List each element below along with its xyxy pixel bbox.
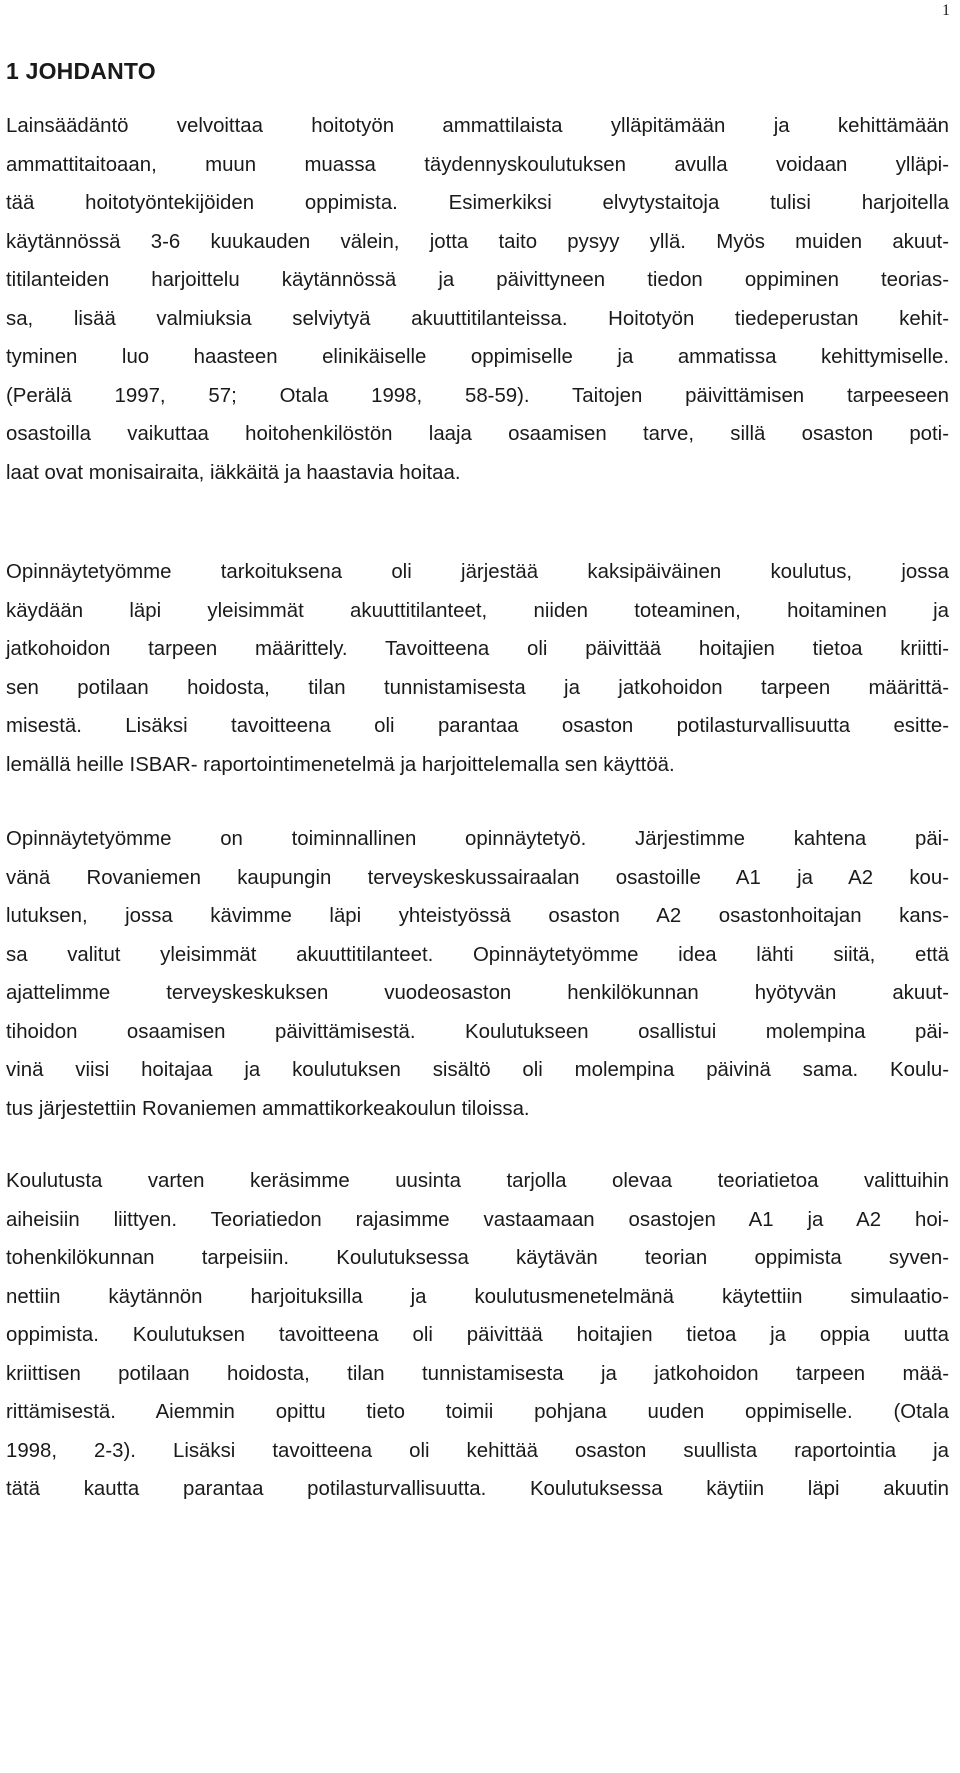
text-line: aiheisiin liittyen. Teoriatiedon rajasimme vastaamaan osastojen A1 ja A2 hoi- bbox=[6, 1208, 949, 1231]
text-line: laat ovat monisairaita, iäkkäitä ja haastavia hoitaa. bbox=[6, 461, 461, 484]
text-line: tus järjestettiin Rovaniemen ammattikorkeakoulun tiloissa. bbox=[6, 1097, 530, 1120]
page-number: 1 bbox=[942, 2, 950, 19]
text-line: jatkohoidon tarpeen määrittely. Tavoitteena oli päivittää hoitajien tietoa kriitti- bbox=[6, 638, 949, 660]
text-line: (Perälä 1997, 57; Otala 1998, 58-59). Taitojen päivittämisen tarpeeseen bbox=[6, 384, 949, 407]
text-line: lutuksen, jossa kävimme läpi yhteistyössä osaston A2 osastonhoitajan kans- bbox=[6, 905, 949, 927]
text-line: vinä viisi hoitajaa ja koulutuksen sisältö oli molempina päivinä sama. Koulu- bbox=[6, 1059, 949, 1081]
text-line: Lainsäädäntö velvoittaa hoitotyön ammattilaista ylläpitämään ja kehittämään bbox=[6, 115, 949, 137]
paragraph-4 bbox=[6, 1162, 949, 1509]
paragraph-3 bbox=[6, 820, 949, 1128]
text-line: sen potilaan hoidosta, tilan tunnistamisesta ja jatkohoidon tarpeen määrittä- bbox=[6, 676, 949, 699]
text-line: rittämisestä. Aiemmin opittu tieto toimii pohjana uuden oppimiselle. (Otala bbox=[6, 1401, 949, 1423]
chapter-heading: 1 JOHDANTO bbox=[6, 58, 156, 84]
text-line: kriittisen potilaan hoidosta, tilan tunnistamisesta ja jatkohoidon tarpeen mää- bbox=[6, 1362, 949, 1385]
text-line: sa valitut yleisimmät akuuttitilanteet. Opinnäytetyömme idea lähti siitä, että bbox=[6, 943, 949, 966]
text-line: misestä. Lisäksi tavoitteena oli parantaa osaston potilasturvallisuutta esitte- bbox=[6, 715, 949, 737]
text-line: tohenkilökunnan tarpeisiin. Koulutuksessa käytävän teorian oppimista syven- bbox=[6, 1247, 949, 1269]
text-line: nettiin käytännön harjoituksilla ja koulutusmenetelmänä käytettiin simulaatio- bbox=[6, 1285, 949, 1308]
paragraph-1 bbox=[6, 107, 949, 492]
text-line: vänä Rovaniemen kaupungin terveyskeskussairaalan osastoille A1 ja A2 kou- bbox=[6, 866, 949, 889]
text-line: ajattelimme terveyskeskuksen vuodeosaston henkilökunnan hyötyvän akuut- bbox=[6, 982, 949, 1004]
text-line: Opinnäytetyömme on toiminnallinen opinnäytetyö. Järjestimme kahtena päi- bbox=[6, 828, 949, 850]
text-line: sa, lisää valmiuksia selviytyä akuuttitilanteissa. Hoitotyön tiedeperustan kehit- bbox=[6, 307, 949, 330]
text-line: oppimista. Koulutuksen tavoitteena oli päivittää hoitajien tietoa ja oppia uutta bbox=[6, 1324, 949, 1346]
text-line: tyminen luo haasteen elinikäiselle oppimiselle ja ammatissa kehittymiselle. bbox=[6, 346, 949, 368]
text-line: ammattitaitoaan, muun muassa täydennyskoulutuksen avulla voidaan ylläpi- bbox=[6, 153, 949, 176]
text-line: osastoilla vaikuttaa hoitohenkilöstön laaja osaamisen tarve, sillä osaston poti- bbox=[6, 423, 949, 445]
text-line: Opinnäytetyömme tarkoituksena oli järjestää kaksipäiväinen koulutus, jossa bbox=[6, 561, 949, 583]
text-line: lemällä heille ISBAR- raportointimenetelmä ja harjoittelemalla sen käyttöä. bbox=[6, 753, 675, 776]
text-line: käydään läpi yleisimmät akuuttitilanteet, niiden toteaminen, hoitaminen ja bbox=[6, 599, 949, 622]
text-line: titilanteiden harjoittelu käytännössä ja päivittyneen tiedon oppiminen teorias- bbox=[6, 269, 949, 291]
text-line: tää hoitotyöntekijöiden oppimista. Esimerkiksi elvytystaitoja tulisi harjoitella bbox=[6, 192, 949, 214]
text-line: 1998, 2-3). Lisäksi tavoitteena oli kehittää osaston suullista raportointia ja bbox=[6, 1439, 949, 1462]
paragraph-2 bbox=[6, 553, 949, 784]
text-line: käytännössä 3-6 kuukauden välein, jotta taito pysyy yllä. Myös muiden akuut- bbox=[6, 230, 949, 253]
text-line: tätä kautta parantaa potilasturvallisuutta. Koulutuksessa käytiin läpi akuutin bbox=[6, 1478, 949, 1500]
text-line: Koulutusta varten keräsimme uusinta tarjolla olevaa teoriatietoa valittuihin bbox=[6, 1170, 949, 1192]
text-line: tihoidon osaamisen päivittämisestä. Koulutukseen osallistui molempina päi- bbox=[6, 1020, 949, 1043]
